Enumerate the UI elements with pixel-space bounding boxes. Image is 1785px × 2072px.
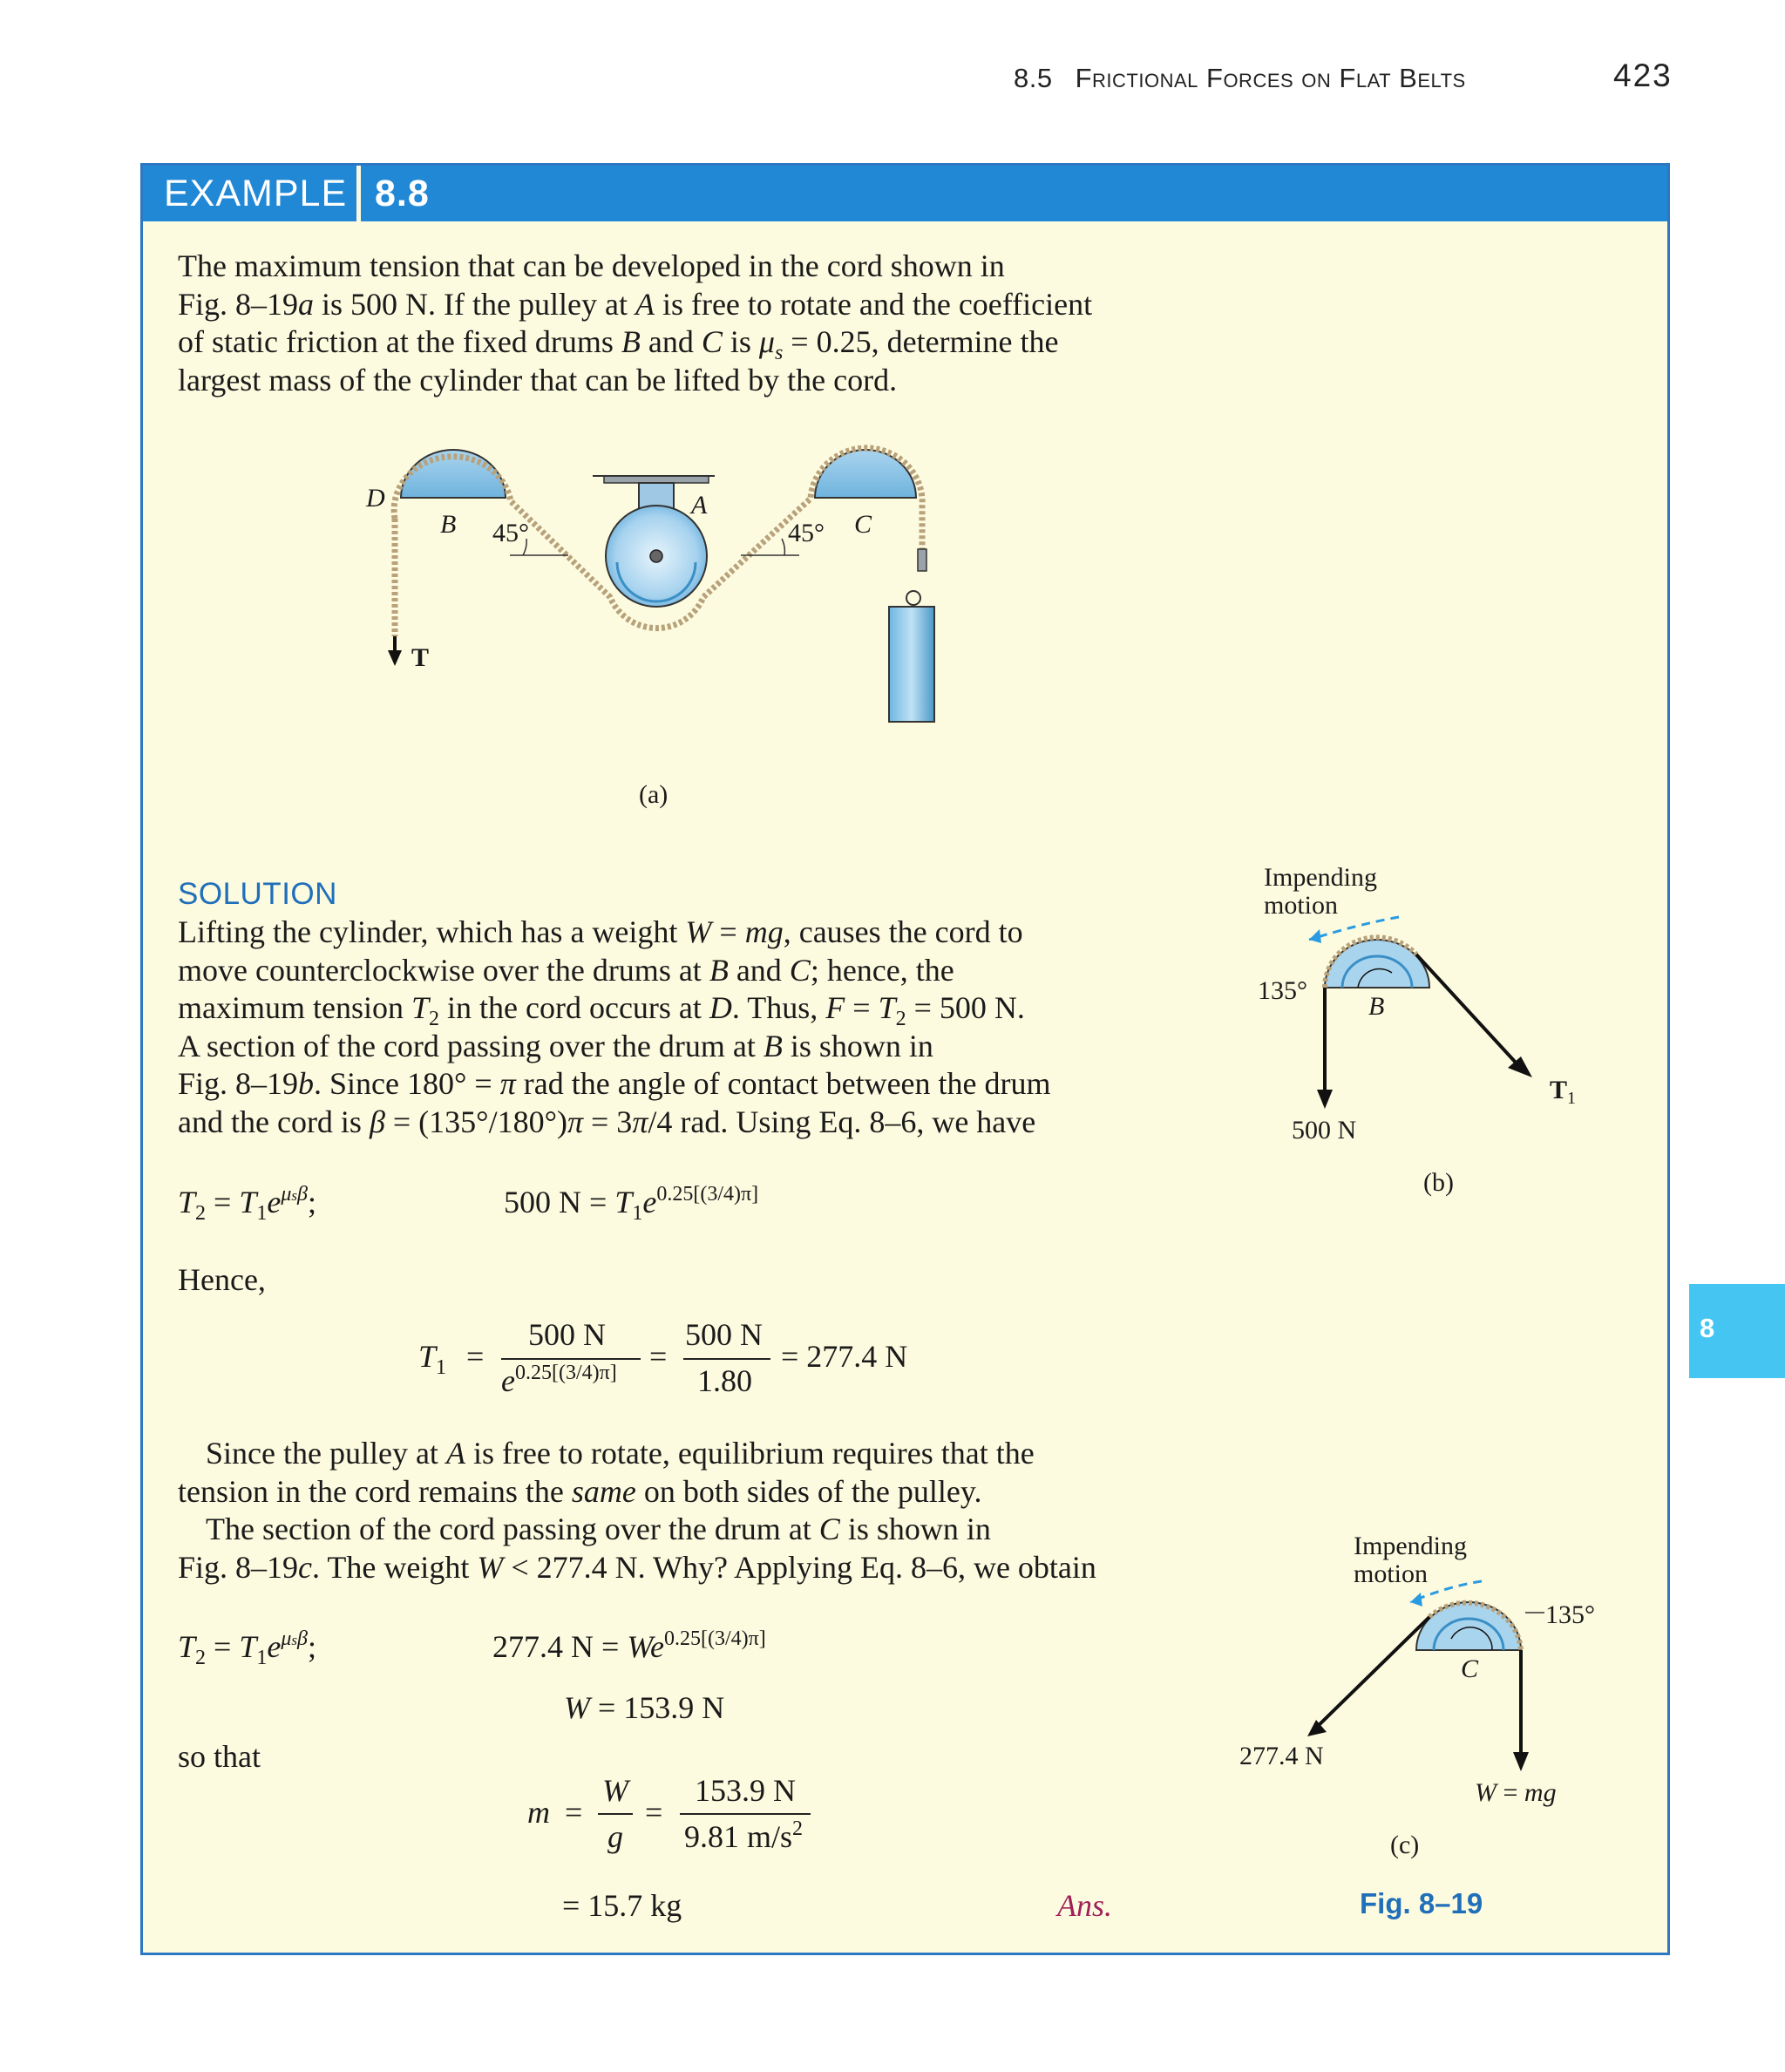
eq-run: T xyxy=(239,1185,257,1219)
eq5-denominator-1 xyxy=(607,1818,623,1855)
text-run: A xyxy=(635,286,655,322)
label-b: B xyxy=(440,510,457,539)
text-run: D xyxy=(709,990,732,1025)
text-line xyxy=(178,286,1122,324)
text-run: Lifting the cylinder, which has a weight xyxy=(178,914,686,949)
eq-run: T xyxy=(178,1629,196,1664)
text-run: = (135°/180°) xyxy=(384,1104,567,1139)
text-run: π xyxy=(567,1104,583,1139)
eq5-fraction-bar-2 xyxy=(680,1813,811,1815)
eq5-result: = 15.7 kg xyxy=(562,1888,682,1923)
text-run: of static friction at the fixed drums xyxy=(178,324,621,359)
eq-run: e xyxy=(501,1363,515,1398)
eq-run: 0.25[(3/4)π] xyxy=(663,1627,766,1650)
eq-run: β xyxy=(297,1183,308,1206)
running-header xyxy=(1014,63,1466,94)
section-number: 8.5 xyxy=(1014,63,1053,93)
text-run: μ xyxy=(758,324,775,359)
example-banner xyxy=(143,166,1667,221)
eq-run: μ xyxy=(281,1627,292,1650)
pulley-axle xyxy=(650,550,662,562)
eq5-equals-1: = xyxy=(565,1795,583,1830)
text-line xyxy=(178,1028,1122,1066)
text-run: C xyxy=(789,952,811,988)
text-run: tension in the cord remains the xyxy=(178,1473,572,1509)
text-line xyxy=(178,989,1122,1028)
eq-run: 1 xyxy=(632,1202,643,1225)
force-line-t1 xyxy=(1416,954,1517,1063)
eq2-lhs xyxy=(418,1338,447,1379)
text-run: B xyxy=(709,952,729,988)
text-run: c xyxy=(298,1549,313,1585)
eq-run: T xyxy=(614,1185,633,1219)
eq-run: 1 xyxy=(436,1356,447,1379)
eq-run: W xyxy=(627,1629,650,1664)
text-run: A xyxy=(445,1436,465,1471)
label-angle-left: 45° xyxy=(492,519,529,547)
eq-run: = xyxy=(206,1629,240,1664)
text-run: . The weight xyxy=(312,1549,478,1585)
text-run: Fig. 8–19 xyxy=(178,1066,299,1101)
motion-arrowhead-c xyxy=(1410,1593,1422,1607)
text-run: ; hence, the xyxy=(810,952,954,988)
equation-capstan-b-right xyxy=(504,1183,759,1225)
eq-run: W xyxy=(564,1690,590,1725)
eq-run: e xyxy=(650,1629,664,1664)
motion-label-b: motion xyxy=(1264,891,1339,920)
cylinder xyxy=(889,607,934,722)
eq-run: W xyxy=(602,1773,628,1808)
eq-run: β xyxy=(297,1627,308,1650)
eq5-numerator-1 xyxy=(602,1772,628,1809)
eq5-fraction-bar-1 xyxy=(598,1813,633,1815)
eq-run: 2 xyxy=(195,1202,207,1225)
weight-label xyxy=(1475,1778,1557,1808)
text-line xyxy=(178,1435,1122,1473)
motion-label-c: motion xyxy=(1354,1559,1429,1588)
text-run: π xyxy=(632,1104,648,1139)
eq2-equals-1: = xyxy=(466,1339,485,1374)
eq5-numerator-2: 153.9 N xyxy=(695,1773,796,1808)
text-run: = xyxy=(845,990,879,1025)
text-run: Fig. 8–19 xyxy=(178,1549,299,1585)
text-line xyxy=(178,248,1122,286)
text-line xyxy=(178,1473,1122,1512)
drum-label-b: B xyxy=(1368,992,1385,1021)
eq-run: T xyxy=(418,1339,437,1374)
eq2-denominator-1 xyxy=(501,1362,617,1399)
text-run: and xyxy=(640,324,702,359)
angle-arc-right xyxy=(782,539,784,555)
answer-marker: Ans. xyxy=(1057,1888,1112,1923)
eq5-denominator-2 xyxy=(684,1818,803,1855)
example-label: EXAMPLE xyxy=(164,173,348,214)
eq2-result: = 277.4 N xyxy=(781,1339,908,1374)
eq-run: 1 xyxy=(256,1647,268,1669)
eq-run: 277.4 N = xyxy=(492,1629,628,1664)
hook-ring xyxy=(906,591,920,605)
drum-b xyxy=(401,450,506,498)
force-label-277: 277.4 N xyxy=(1239,1742,1324,1770)
text-line xyxy=(178,1104,1122,1142)
text-run: = 3 xyxy=(583,1104,633,1139)
problem-statement xyxy=(178,248,1122,399)
label-c: C xyxy=(854,510,872,539)
text-run: 2 xyxy=(429,1008,440,1030)
support-plate xyxy=(604,476,709,483)
drum-c-section xyxy=(1416,1602,1521,1650)
eq-run: e xyxy=(642,1185,657,1219)
eq2-equals-2: = xyxy=(649,1339,668,1374)
eq-run: T xyxy=(178,1185,196,1219)
solution-paragraph xyxy=(178,914,1122,1141)
t1-letter: T xyxy=(1550,1076,1568,1104)
eq2-fraction-bar-1 xyxy=(501,1358,641,1360)
text-run: and the cord is xyxy=(178,1104,370,1139)
text-run: F xyxy=(825,990,845,1025)
text-run: in the cord occurs at xyxy=(439,990,709,1025)
text-run: The section of the cord passing over the drum at xyxy=(206,1512,819,1546)
chapter-tab-number: 8 xyxy=(1700,1313,1715,1343)
text-run: is 500 N. If the pulley at xyxy=(314,286,635,322)
label-d: D xyxy=(366,484,385,513)
tension-arrowhead xyxy=(388,650,402,666)
fig-c-caption: (c) xyxy=(1390,1831,1420,1859)
eq2-denominator-2: 1.80 xyxy=(697,1363,752,1398)
text-run: largest mass of the cylinder that can be lifted by the cord. xyxy=(178,362,898,397)
text-run: rad the angle of contact between the drum xyxy=(515,1066,1051,1101)
text-run: is xyxy=(722,324,759,359)
weight-mg: mg xyxy=(1524,1778,1557,1807)
eq-run: 500 N = xyxy=(504,1185,615,1219)
text-run: 2 xyxy=(895,1008,906,1030)
text-run: β xyxy=(369,1104,385,1139)
text-run: π xyxy=(499,1066,516,1101)
eq5-equals-2: = xyxy=(645,1795,663,1830)
eq2-numerator-1: 500 N xyxy=(528,1317,606,1352)
text-run: s xyxy=(774,342,784,364)
text-run: < 277.4 N. Why? Applying Eq. 8–6, we obtain xyxy=(503,1549,1096,1585)
text-line xyxy=(178,952,1122,990)
text-run: W xyxy=(477,1549,504,1585)
eq-run: m xyxy=(527,1795,550,1830)
text-run: A section of the cord passing over the drum at xyxy=(178,1028,764,1063)
text-run: Fig. 8–19 xyxy=(178,286,299,322)
eq-run: 2 xyxy=(792,1817,804,1840)
text-run: W xyxy=(685,914,712,949)
angle-label-b: 135° xyxy=(1258,976,1307,1005)
section-title: Frictional Forces on Flat Belts xyxy=(1075,63,1466,93)
eq2-fraction-bar-2 xyxy=(683,1358,770,1360)
text-run: is shown in xyxy=(782,1028,933,1063)
so-that-text: so that xyxy=(178,1739,261,1774)
eq2-numerator-2: 500 N xyxy=(685,1317,763,1352)
eq-run: s xyxy=(291,1187,298,1204)
t1-subscript: 1 xyxy=(1567,1089,1577,1108)
eq-run: 2 xyxy=(195,1647,207,1669)
weight-eq: = xyxy=(1497,1778,1524,1807)
text-run: /4 rad. Using Eq. 8–6, we have xyxy=(648,1104,1036,1139)
chapter-tab xyxy=(1689,1284,1785,1378)
text-line xyxy=(178,914,1122,952)
eq-run: ; xyxy=(307,1185,316,1219)
eq-run: e xyxy=(267,1629,282,1664)
text-line xyxy=(178,1065,1122,1104)
text-run: Since the pulley at xyxy=(206,1436,446,1471)
text-run: B xyxy=(763,1028,783,1063)
hook-link xyxy=(918,549,926,571)
drum-b-section xyxy=(1325,940,1429,988)
solution-heading: SOLUTION xyxy=(178,877,337,911)
eq-run: 1 xyxy=(256,1202,268,1225)
figure-a-diagram xyxy=(340,436,967,750)
motion-arrowhead-b xyxy=(1309,929,1321,943)
angle-label-c: 135° xyxy=(1545,1600,1595,1629)
text-run: T xyxy=(878,990,896,1025)
label-a: A xyxy=(691,491,708,520)
impending-label-c: Impending xyxy=(1354,1532,1467,1560)
text-run: , causes the cord to xyxy=(783,914,1023,949)
eq-run: g xyxy=(607,1819,623,1854)
label-t: T xyxy=(411,643,430,672)
eq-run: = xyxy=(206,1185,240,1219)
text-run: . Since 180° = xyxy=(314,1066,500,1101)
text-run: is shown in xyxy=(839,1512,991,1546)
text-run: T xyxy=(411,990,430,1025)
equation-weight xyxy=(564,1689,724,1726)
eq-run: T xyxy=(239,1629,257,1664)
text-run: move counterclockwise over the drums at xyxy=(178,952,709,988)
eq-run: ; xyxy=(307,1629,316,1664)
equation-capstan-c-right xyxy=(492,1628,766,1665)
impending-label-b: Impending xyxy=(1264,863,1377,892)
text-run: B xyxy=(621,324,641,359)
text-line xyxy=(178,1511,1122,1549)
equation-capstan-b-left xyxy=(178,1183,316,1225)
text-run: = 500 N. xyxy=(906,990,1025,1025)
text-run: = xyxy=(711,914,745,949)
force-line-277 xyxy=(1313,1617,1429,1730)
example-number: 8.8 xyxy=(375,173,430,214)
force-label-500: 500 N xyxy=(1292,1116,1357,1145)
text-run: mg xyxy=(744,914,784,949)
equation-capstan-c-left xyxy=(178,1627,316,1669)
banner-divider xyxy=(356,166,361,221)
text-line xyxy=(178,362,1122,400)
paragraph-pulley xyxy=(178,1435,1122,1586)
eq-run: 0.25[(3/4)π] xyxy=(656,1183,759,1206)
weight-w: W xyxy=(1475,1778,1497,1807)
text-run: The maximum tension that can be developed in the cord shown in xyxy=(178,248,1005,283)
eq-run: = 153.9 N xyxy=(590,1690,725,1725)
text-line xyxy=(178,323,1122,362)
drum-label-c: C xyxy=(1461,1654,1479,1683)
fig-b-caption: (b) xyxy=(1423,1168,1454,1197)
text-run: b xyxy=(298,1066,315,1101)
eq5-lhs xyxy=(527,1794,550,1831)
figure-c-diagram xyxy=(1290,1552,1604,1778)
text-run: . Thus, xyxy=(731,990,826,1025)
eq-run: μ xyxy=(281,1183,292,1206)
text-run: and xyxy=(728,952,790,988)
figure-label: Fig. 8–19 xyxy=(1360,1887,1483,1919)
text-run: same xyxy=(571,1473,636,1509)
text-run: on both sides of the pulley. xyxy=(635,1473,982,1509)
eq-run: e xyxy=(267,1185,282,1219)
force-arrowhead-500 xyxy=(1317,1090,1333,1109)
page-number: 423 xyxy=(1613,58,1673,93)
text-run: a xyxy=(298,286,315,322)
text-run: maximum tension xyxy=(178,990,411,1025)
fig-a-caption: (a) xyxy=(639,780,669,809)
text-run: is free to rotate and the coefficient xyxy=(654,286,1093,322)
eq-run: s xyxy=(291,1632,298,1648)
eq-run: 9.81 m/s xyxy=(684,1819,793,1854)
text-run: C xyxy=(701,324,723,359)
label-angle-right: 45° xyxy=(788,519,825,547)
force-arrowhead-w xyxy=(1513,1752,1529,1771)
hence-text: Hence, xyxy=(178,1262,266,1297)
t1-label xyxy=(1550,1076,1577,1108)
text-run: C xyxy=(818,1512,840,1546)
eq-run: 0.25[(3/4)π] xyxy=(514,1362,617,1384)
text-line xyxy=(178,1549,1122,1587)
text-run: is free to rotate, equilibrium requires that the xyxy=(465,1436,1035,1471)
text-run: = 0.25, determine the xyxy=(783,324,1059,359)
